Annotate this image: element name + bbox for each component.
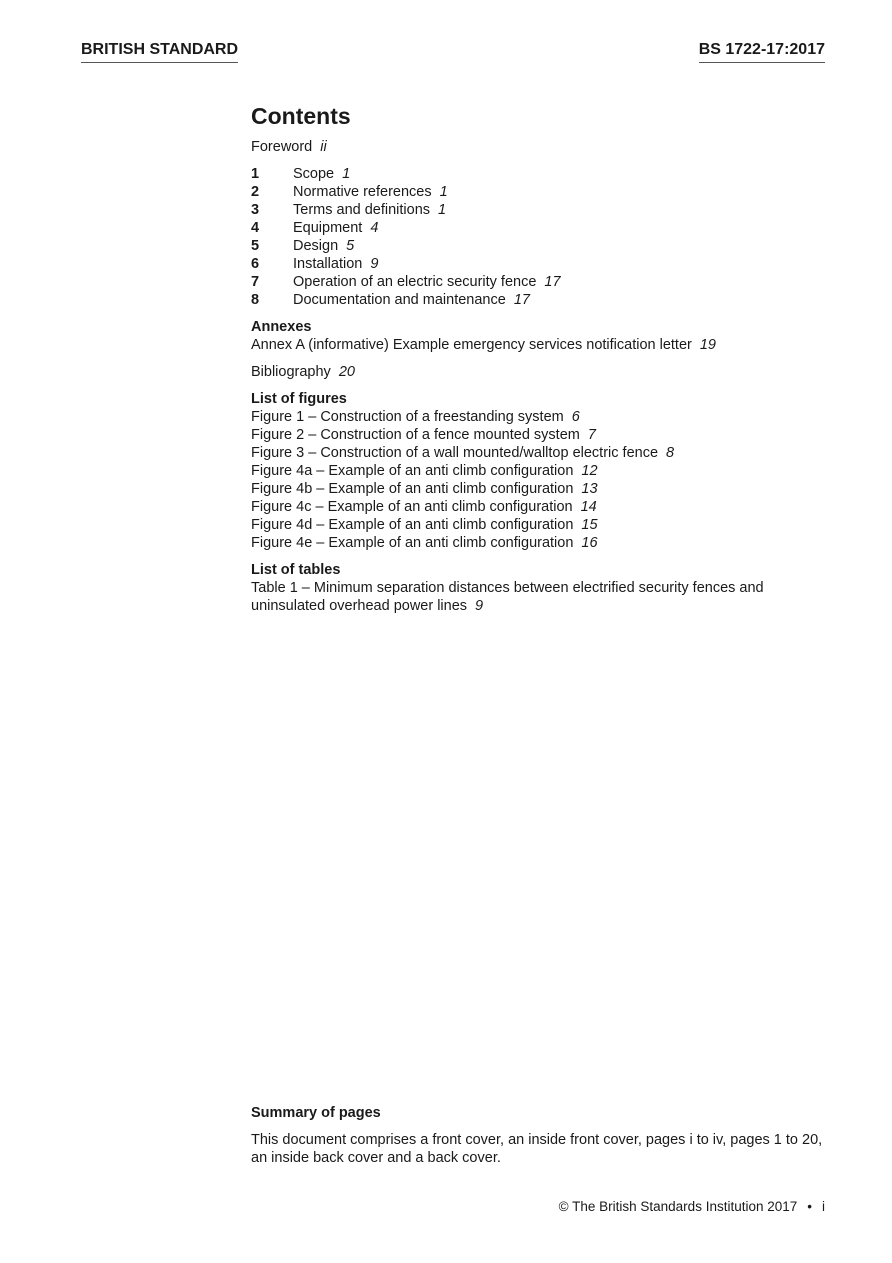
toc-clause (251, 273, 831, 291)
toc-clauses (251, 165, 831, 309)
toc-label: Foreword (251, 139, 313, 155)
figure-page: 6 (571, 409, 580, 425)
figure-page: 13 (581, 481, 598, 497)
page-number: i (822, 1199, 825, 1214)
figure-title: Figure 3 – Construction of a wall mounted/walltop electric fence (251, 445, 659, 461)
toc-clause (251, 255, 831, 273)
clause-page: 4 (370, 220, 379, 236)
summary-text: This document comprises a front cover, an inside front cover, pages i to iv, pages 1 to 20, an inside back cover and a back cover. (251, 1132, 823, 1166)
figure-title: Figure 4a – Example of an anti climb configuration (251, 463, 574, 479)
clause-title: Operation of an electric security fence (293, 274, 537, 290)
toc-clause (251, 183, 831, 201)
clause-title: Normative references (293, 184, 432, 200)
clause-title: Terms and definitions (293, 202, 431, 218)
contents-title: Contents (251, 103, 351, 129)
figure-page: 15 (581, 517, 598, 533)
copyright-notice: © The British Standards Institution 2017 (558, 1199, 798, 1214)
tables-heading: List of tables (251, 562, 341, 578)
clause-page: 9 (370, 256, 379, 272)
figure-title: Figure 4d – Example of an anti climb configuration (251, 517, 574, 533)
clause-number: 2 (251, 184, 260, 200)
footer-bullet: • (807, 1199, 812, 1214)
annexes-heading: Annexes (251, 319, 312, 335)
figure-title: Figure 4e – Example of an anti climb configuration (251, 535, 574, 551)
bibliography-label: Bibliography (251, 364, 331, 380)
toc-entry-figure (251, 480, 831, 498)
header-document-number: BS 1722-17:2017 (699, 40, 825, 63)
toc-entry-figure (251, 534, 831, 552)
clause-page: 1 (342, 166, 351, 182)
bibliography-page: 20 (338, 364, 355, 380)
toc-clause (251, 165, 831, 183)
table-page: 9 (475, 598, 484, 614)
figure-title: Figure 4c – Example of an anti climb configuration (251, 499, 573, 515)
clause-page: 1 (438, 202, 447, 218)
annex-title: Annex A (informative) Example emergency services notification letter (251, 337, 692, 353)
toc-clause (251, 237, 831, 255)
figure-page: 14 (580, 499, 597, 515)
page-footer (559, 1198, 825, 1216)
toc-clause (251, 291, 831, 309)
clause-title: Design (293, 238, 339, 254)
toc-entry-figure (251, 408, 831, 426)
figure-title: Figure 4b – Example of an anti climb configuration (251, 481, 574, 497)
contents-section (251, 100, 831, 615)
figures-heading: List of figures (251, 391, 347, 407)
summary-of-pages (251, 1104, 831, 1167)
toc-entry-table (251, 579, 831, 615)
header-standard-label: BRITISH STANDARD (81, 40, 238, 63)
clause-number: 4 (251, 220, 260, 236)
table-title: Table 1 – Minimum separation distances between electrified security fences and uninsulated overhead power lines (251, 580, 764, 614)
figure-page: 8 (666, 445, 675, 461)
clause-page: 1 (439, 184, 448, 200)
clause-number: 5 (251, 238, 260, 254)
clause-number: 8 (251, 292, 260, 308)
toc-entry-figure (251, 498, 831, 516)
toc-entry-figure (251, 444, 831, 462)
toc-clause (251, 219, 831, 237)
clause-title: Documentation and maintenance (293, 292, 506, 308)
clause-page: 5 (346, 238, 355, 254)
figure-title: Figure 1 – Construction of a freestanding system (251, 409, 564, 425)
annex-page: 19 (699, 337, 716, 353)
toc-entry-figure (251, 516, 831, 534)
clause-page: 17 (544, 274, 561, 290)
figure-page: 16 (581, 535, 598, 551)
clause-title: Installation (293, 256, 363, 272)
figure-title: Figure 2 – Construction of a fence mounted system (251, 427, 580, 443)
clause-title: Scope (293, 166, 335, 182)
summary-heading: Summary of pages (251, 1105, 381, 1121)
clause-title: Equipment (293, 220, 363, 236)
toc-entry-annex (251, 336, 831, 354)
toc-entry-foreword (251, 138, 831, 156)
toc-entry-bibliography (251, 363, 831, 381)
clause-number: 1 (251, 166, 260, 182)
figure-page: 12 (581, 463, 598, 479)
figure-page: 7 (587, 427, 596, 443)
toc-entry-figure (251, 426, 831, 444)
toc-tables (251, 561, 831, 615)
clause-page: 17 (513, 292, 530, 308)
toc-clause (251, 201, 831, 219)
clause-number: 6 (251, 256, 260, 272)
toc-page: ii (320, 139, 327, 155)
toc-entry-figure (251, 462, 831, 480)
clause-number: 3 (251, 202, 260, 218)
toc-annexes (251, 318, 831, 354)
clause-number: 7 (251, 274, 260, 290)
toc-figures (251, 390, 831, 552)
